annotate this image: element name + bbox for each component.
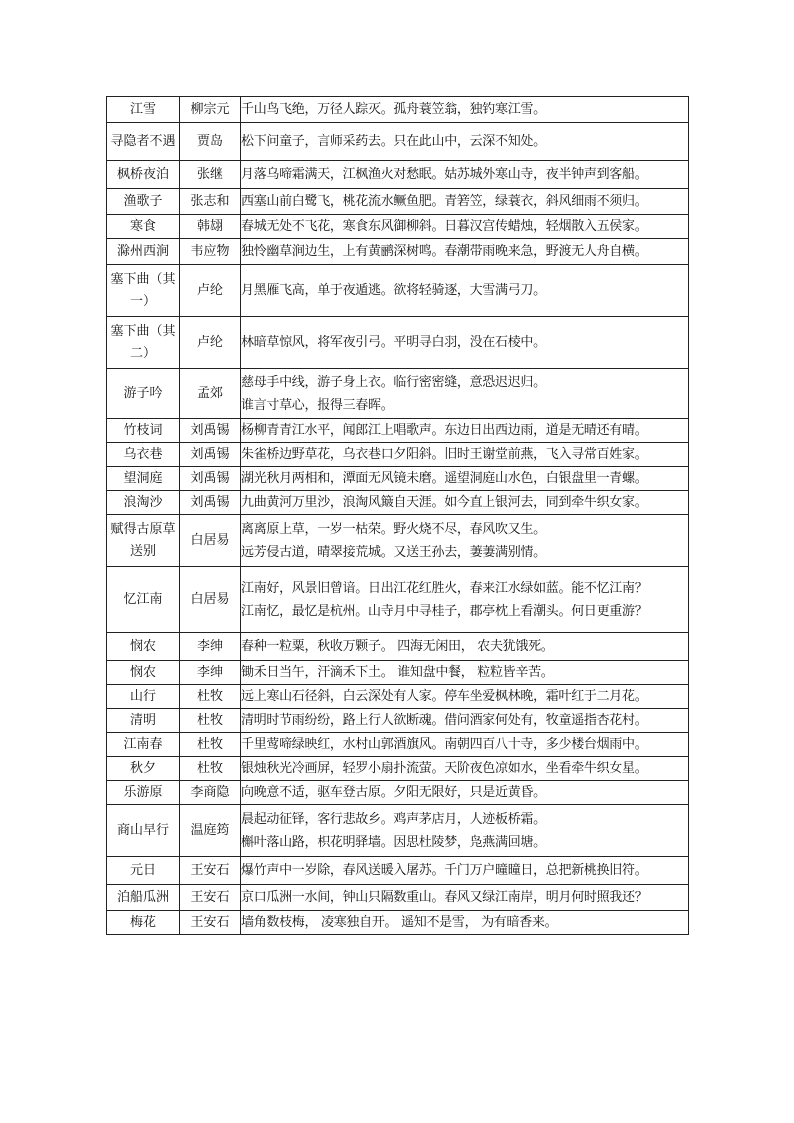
poem-title: 游子吟 [107,369,180,419]
poem-line: 春种一粒粟，秋收万颗子。 四海无闲田， 农夫犹饿死。 [241,639,554,654]
poem-line: 远芳侵古道，晴翠接荒城。又送王孙去，萋萋满别情。 [241,544,546,560]
poem-line: 银烛秋光冷画屏，轻罗小扇扑流萤。天阶夜色凉如水，坐看牵牛织女星。 [241,761,648,776]
table-row [107,515,689,567]
table-row [107,239,689,265]
poem-author: 温庭筠 [180,805,241,857]
poem-text [241,567,689,633]
poem-author: 王安石 [180,911,241,935]
poem-line: 锄禾日当午，汗滴禾下土。 谁知盘中餐， 粒粒皆辛苦。 [241,665,554,680]
poem-line: 千山鸟飞绝，万径人踪灭。孤舟蓑笠翁，独钓寒江雪。 [241,102,546,117]
table-row [107,805,689,857]
table-row [107,567,689,633]
poem-table-body [107,97,689,935]
poem-author: 韩翃 [180,215,241,239]
table-row [107,123,689,161]
poem-author: 杜牧 [180,709,241,733]
poem-author: 刘禹锡 [180,443,241,467]
poem-title: 乐游原 [107,781,180,805]
poem-table [106,96,689,935]
poem-author: 李绅 [180,661,241,685]
poem-text [241,215,689,239]
poem-text [241,467,689,491]
poem-author: 杜牧 [180,757,241,781]
poem-title: 滁州西涧 [107,239,180,265]
table-row [107,369,689,419]
table-row [107,911,689,935]
poem-line: 江南好，风景旧曾谙。日出江花红胜火，春来江水绿如蓝。能不忆江南？ [241,580,648,596]
poem-author: 李商隐 [180,781,241,805]
poem-line: 千里莺啼绿映红，水村山郭酒旗风。南朝四百八十寺，多少楼台烟雨中。 [241,737,648,752]
poem-author: 韦应物 [180,239,241,265]
poem-text [241,161,689,189]
table-row [107,781,689,805]
poem-line: 慈母手中线，游子身上衣。临行密密缝，意恐迟迟归。 [241,374,546,390]
poem-text [241,661,689,685]
poem-text [241,419,689,443]
poem-line: 独怜幽草涧边生，上有黄鹂深树鸣。春潮带雨晚来急，野渡无人舟自横。 [241,244,648,259]
poem-title: 忆江南 [107,567,180,633]
poem-author: 贾岛 [180,123,241,161]
table-row [107,633,689,661]
poem-text [241,265,689,317]
poem-title: 秋夕 [107,757,180,781]
poem-line: 春城无处不飞花，寒食东风御柳斜。日暮汉宫传蜡烛，轻烟散入五侯家。 [241,219,648,234]
poem-line: 京口瓜洲一水间，钟山只隔数重山。春风又绿江南岸，明月何时照我还？ [241,890,648,905]
poem-author: 柳宗元 [180,97,241,123]
poem-author: 李绅 [180,633,241,661]
poem-author: 白居易 [180,567,241,633]
table-row [107,733,689,757]
poem-title: 山行 [107,685,180,709]
poem-author: 刘禹锡 [180,467,241,491]
poem-author: 张继 [180,161,241,189]
table-row [107,709,689,733]
poem-line: 槲叶落山路，枳花明驿墙。因思杜陵梦，凫燕满回塘。 [241,834,546,850]
poem-author: 杜牧 [180,733,241,757]
table-row [107,215,689,239]
poem-text [241,805,689,857]
poem-text [241,189,689,215]
table-row [107,419,689,443]
poem-text [241,633,689,661]
poem-line: 朱雀桥边野草花，乌衣巷口夕阳斜。旧时王谢堂前燕，飞入寻常百姓家。 [241,447,648,462]
poem-text [241,515,689,567]
table-row [107,661,689,685]
table-row [107,265,689,317]
poem-title: 江雪 [107,97,180,123]
table-row [107,757,689,781]
poem-text [241,239,689,265]
poem-line: 月落乌啼霜满天，江枫渔火对愁眠。姑苏城外寒山寺，夜半钟声到客船。 [241,167,648,182]
poem-text [241,123,689,161]
table-row [107,885,689,911]
poem-title: 悯农 [107,661,180,685]
poem-line: 月黑雁飞高，单于夜遁逃。欲将轻骑逐，大雪满弓刀。 [241,283,546,298]
poem-title: 商山早行 [107,805,180,857]
poem-text [241,781,689,805]
poem-title: 塞下曲（其一） [107,265,180,317]
poem-title: 赋得古原草送别 [107,515,180,567]
poem-title: 泊船瓜洲 [107,885,180,911]
poem-text [241,857,689,885]
poem-text [241,733,689,757]
poem-title: 寒食 [107,215,180,239]
poem-text [241,685,689,709]
table-row [107,491,689,515]
table-row [107,189,689,215]
poem-text [241,911,689,935]
poem-title: 清明 [107,709,180,733]
poem-line: 湖光秋月两相和，潭面无风镜未磨。遥望洞庭山水色，白银盘里一青螺。 [241,471,648,486]
poem-title: 竹枝词 [107,419,180,443]
poem-title: 元日 [107,857,180,885]
poem-line: 爆竹声中一岁除，春风送暖入屠苏。千门万户曈曈日，总把新桃换旧符。 [241,863,648,878]
poem-text [241,709,689,733]
poem-line: 西塞山前白鹭飞，桃花流水鳜鱼肥。青箬笠，绿蓑衣，斜风细雨不须归。 [241,194,648,209]
poem-line: 九曲黄河万里沙，浪淘风簸自天涯。如今直上银河去，同到牵牛织女家。 [241,495,648,510]
poem-text [241,885,689,911]
poem-line: 谁言寸草心，报得三春晖。 [241,397,394,413]
poem-title: 枫桥夜泊 [107,161,180,189]
poem-title: 浪淘沙 [107,491,180,515]
table-row [107,161,689,189]
poem-author: 卢纶 [180,265,241,317]
table-row [107,685,689,709]
poem-author: 王安石 [180,857,241,885]
poem-line: 松下问童子，言师采药去。只在此山中，云深不知处。 [241,134,546,149]
poem-title: 梅花 [107,911,180,935]
poem-text [241,369,689,419]
poem-title: 寻隐者不遇 [107,123,180,161]
table-row [107,467,689,491]
poem-line: 杨柳青青江水平，闻郎江上唱歌声。东边日出西边雨，道是无晴还有晴。 [241,423,648,438]
poem-line: 离离原上草，一岁一枯荣。野火烧不尽，春风吹又生。 [241,521,546,537]
poem-author: 王安石 [180,885,241,911]
poem-text [241,443,689,467]
table-row [107,317,689,369]
poem-author: 刘禹锡 [180,491,241,515]
poem-line: 林暗草惊风，将军夜引弓。平明寻白羽，没在石棱中。 [241,335,546,350]
poem-text [241,757,689,781]
poem-author: 杜牧 [180,685,241,709]
table-row [107,857,689,885]
poem-title: 渔歌子 [107,189,180,215]
poem-text [241,317,689,369]
table-row [107,443,689,467]
poem-line: 墙角数枝梅， 凌寒独自开。 遥知不是雪， 为有暗香来。 [241,915,558,930]
poem-title: 望洞庭 [107,467,180,491]
poem-text [241,97,689,123]
poem-author: 卢纶 [180,317,241,369]
poem-title: 悯农 [107,633,180,661]
poem-line: 向晚意不适，驱车登古原。夕阳无限好，只是近黄昏。 [241,785,546,800]
poem-text [241,491,689,515]
poem-line: 清明时节雨纷纷，路上行人欲断魂。借问酒家何处有，牧童遥指杏花村。 [241,713,648,728]
poem-line: 晨起动征铎，客行悲故乡。鸡声茅店月，人迹板桥霜。 [241,811,546,827]
poem-title: 乌衣巷 [107,443,180,467]
poem-line: 江南忆，最忆是杭州。山寺月中寻桂子，郡亭枕上看潮头。何日更重游？ [241,603,648,619]
poem-title: 江南春 [107,733,180,757]
poem-author: 张志和 [180,189,241,215]
poem-author: 白居易 [180,515,241,567]
table-row [107,97,689,123]
poem-author: 刘禹锡 [180,419,241,443]
poem-author: 孟郊 [180,369,241,419]
poem-line: 远上寒山石径斜，白云深处有人家。停车坐爱枫林晚，霜叶红于二月花。 [241,689,648,704]
poem-title: 塞下曲（其二） [107,317,180,369]
